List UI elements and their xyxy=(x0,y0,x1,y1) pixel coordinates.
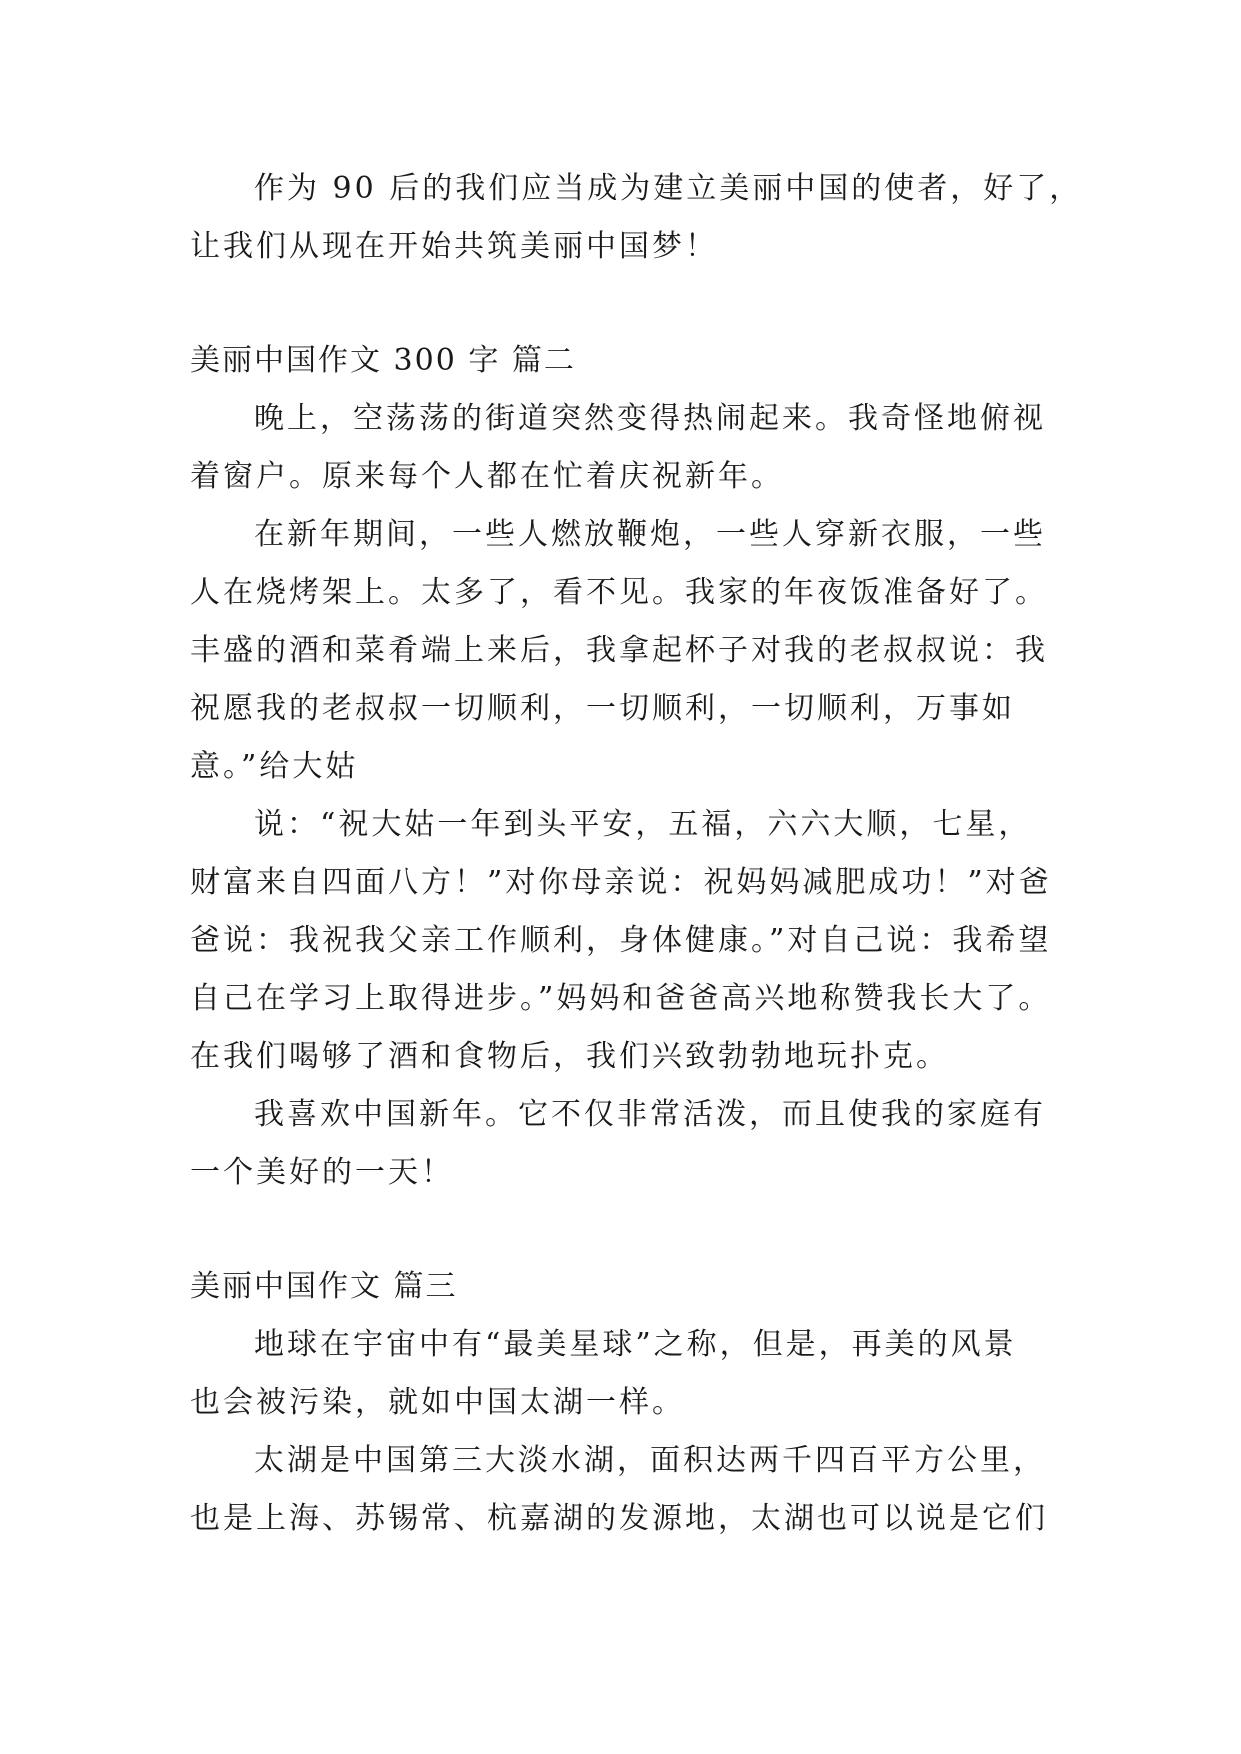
text-line: 自己在学习上取得进步。”妈妈和爸爸高兴地称赞我长大了。 xyxy=(190,981,1052,1016)
text-line: 也会被污染，就如中国太湖一样。 xyxy=(190,1385,685,1420)
text-line: 作为 90 后的我们应当成为建立美丽中国的使者，好了， xyxy=(254,171,1083,206)
section-spacer xyxy=(190,1202,1070,1258)
paragraph xyxy=(190,160,1083,276)
text-line: 让我们从现在开始共筑美丽中国梦！ xyxy=(190,229,718,264)
text-line: 也是上海、苏锡常、杭嘉湖的发源地，太湖也可以说是它们 xyxy=(190,1501,1048,1536)
document-body xyxy=(190,160,1083,1548)
text-line: 一个美好的一天！ xyxy=(190,1155,454,1190)
text-line: 着窗户。原来每个人都在忙着庆祝新年。 xyxy=(190,459,784,494)
section-essay-three xyxy=(190,1258,1070,1548)
paragraph xyxy=(190,506,1070,796)
text-line: 地球在宇宙中有“最美星球”之称，但是，再美的风景 xyxy=(254,1327,1017,1362)
text-line: 爸说：我祝我父亲工作顺利，身体健康。”对自己说：我希望 xyxy=(190,923,1052,958)
text-line: 丰盛的酒和菜肴端上来后，我拿起杯子对我的老叔叔说：我 xyxy=(190,633,1048,668)
section-heading: 美丽中国作文 篇三 xyxy=(190,1269,458,1304)
text-line: 意。”给大姑 xyxy=(190,749,359,784)
text-line: 财富来自四面八方！”对你母亲说：祝妈妈减肥成功！”对爸 xyxy=(190,865,1052,900)
section-essay-two xyxy=(190,332,1070,1202)
paragraph xyxy=(190,390,1070,506)
paragraph xyxy=(190,1316,1070,1432)
text-line: 祝愿我的老叔叔一切顺利，一切顺利，一切顺利，万事如 xyxy=(190,691,1015,726)
paragraph xyxy=(190,1086,1070,1202)
text-line: 人在烧烤架上。太多了，看不见。我家的年夜饭准备好了。 xyxy=(190,575,1048,610)
text-line: 在新年期间，一些人燃放鞭炮，一些人穿新衣服，一些 xyxy=(254,517,1046,552)
text-line: 我喜欢中国新年。它不仅非常活泼，而且使我的家庭有 xyxy=(254,1097,1046,1132)
section-spacer xyxy=(190,276,1070,332)
section-continuation xyxy=(190,160,1083,276)
text-line: 太湖是中国第三大淡水湖，面积达两千四百平方公里， xyxy=(254,1443,1046,1478)
text-line: 在我们喝够了酒和食物后，我们兴致勃勃地玩扑克。 xyxy=(190,1039,949,1074)
text-line: 说：“祝大姑一年到头平安，五福，六六大顺，七星， xyxy=(254,807,1032,842)
paragraph xyxy=(190,796,1070,1086)
paragraph xyxy=(190,1432,1070,1548)
text-line: 晚上，空荡荡的街道突然变得热闹起来。我奇怪地俯视 xyxy=(254,401,1046,436)
section-heading: 美丽中国作文 300 字 篇二 xyxy=(190,343,576,378)
